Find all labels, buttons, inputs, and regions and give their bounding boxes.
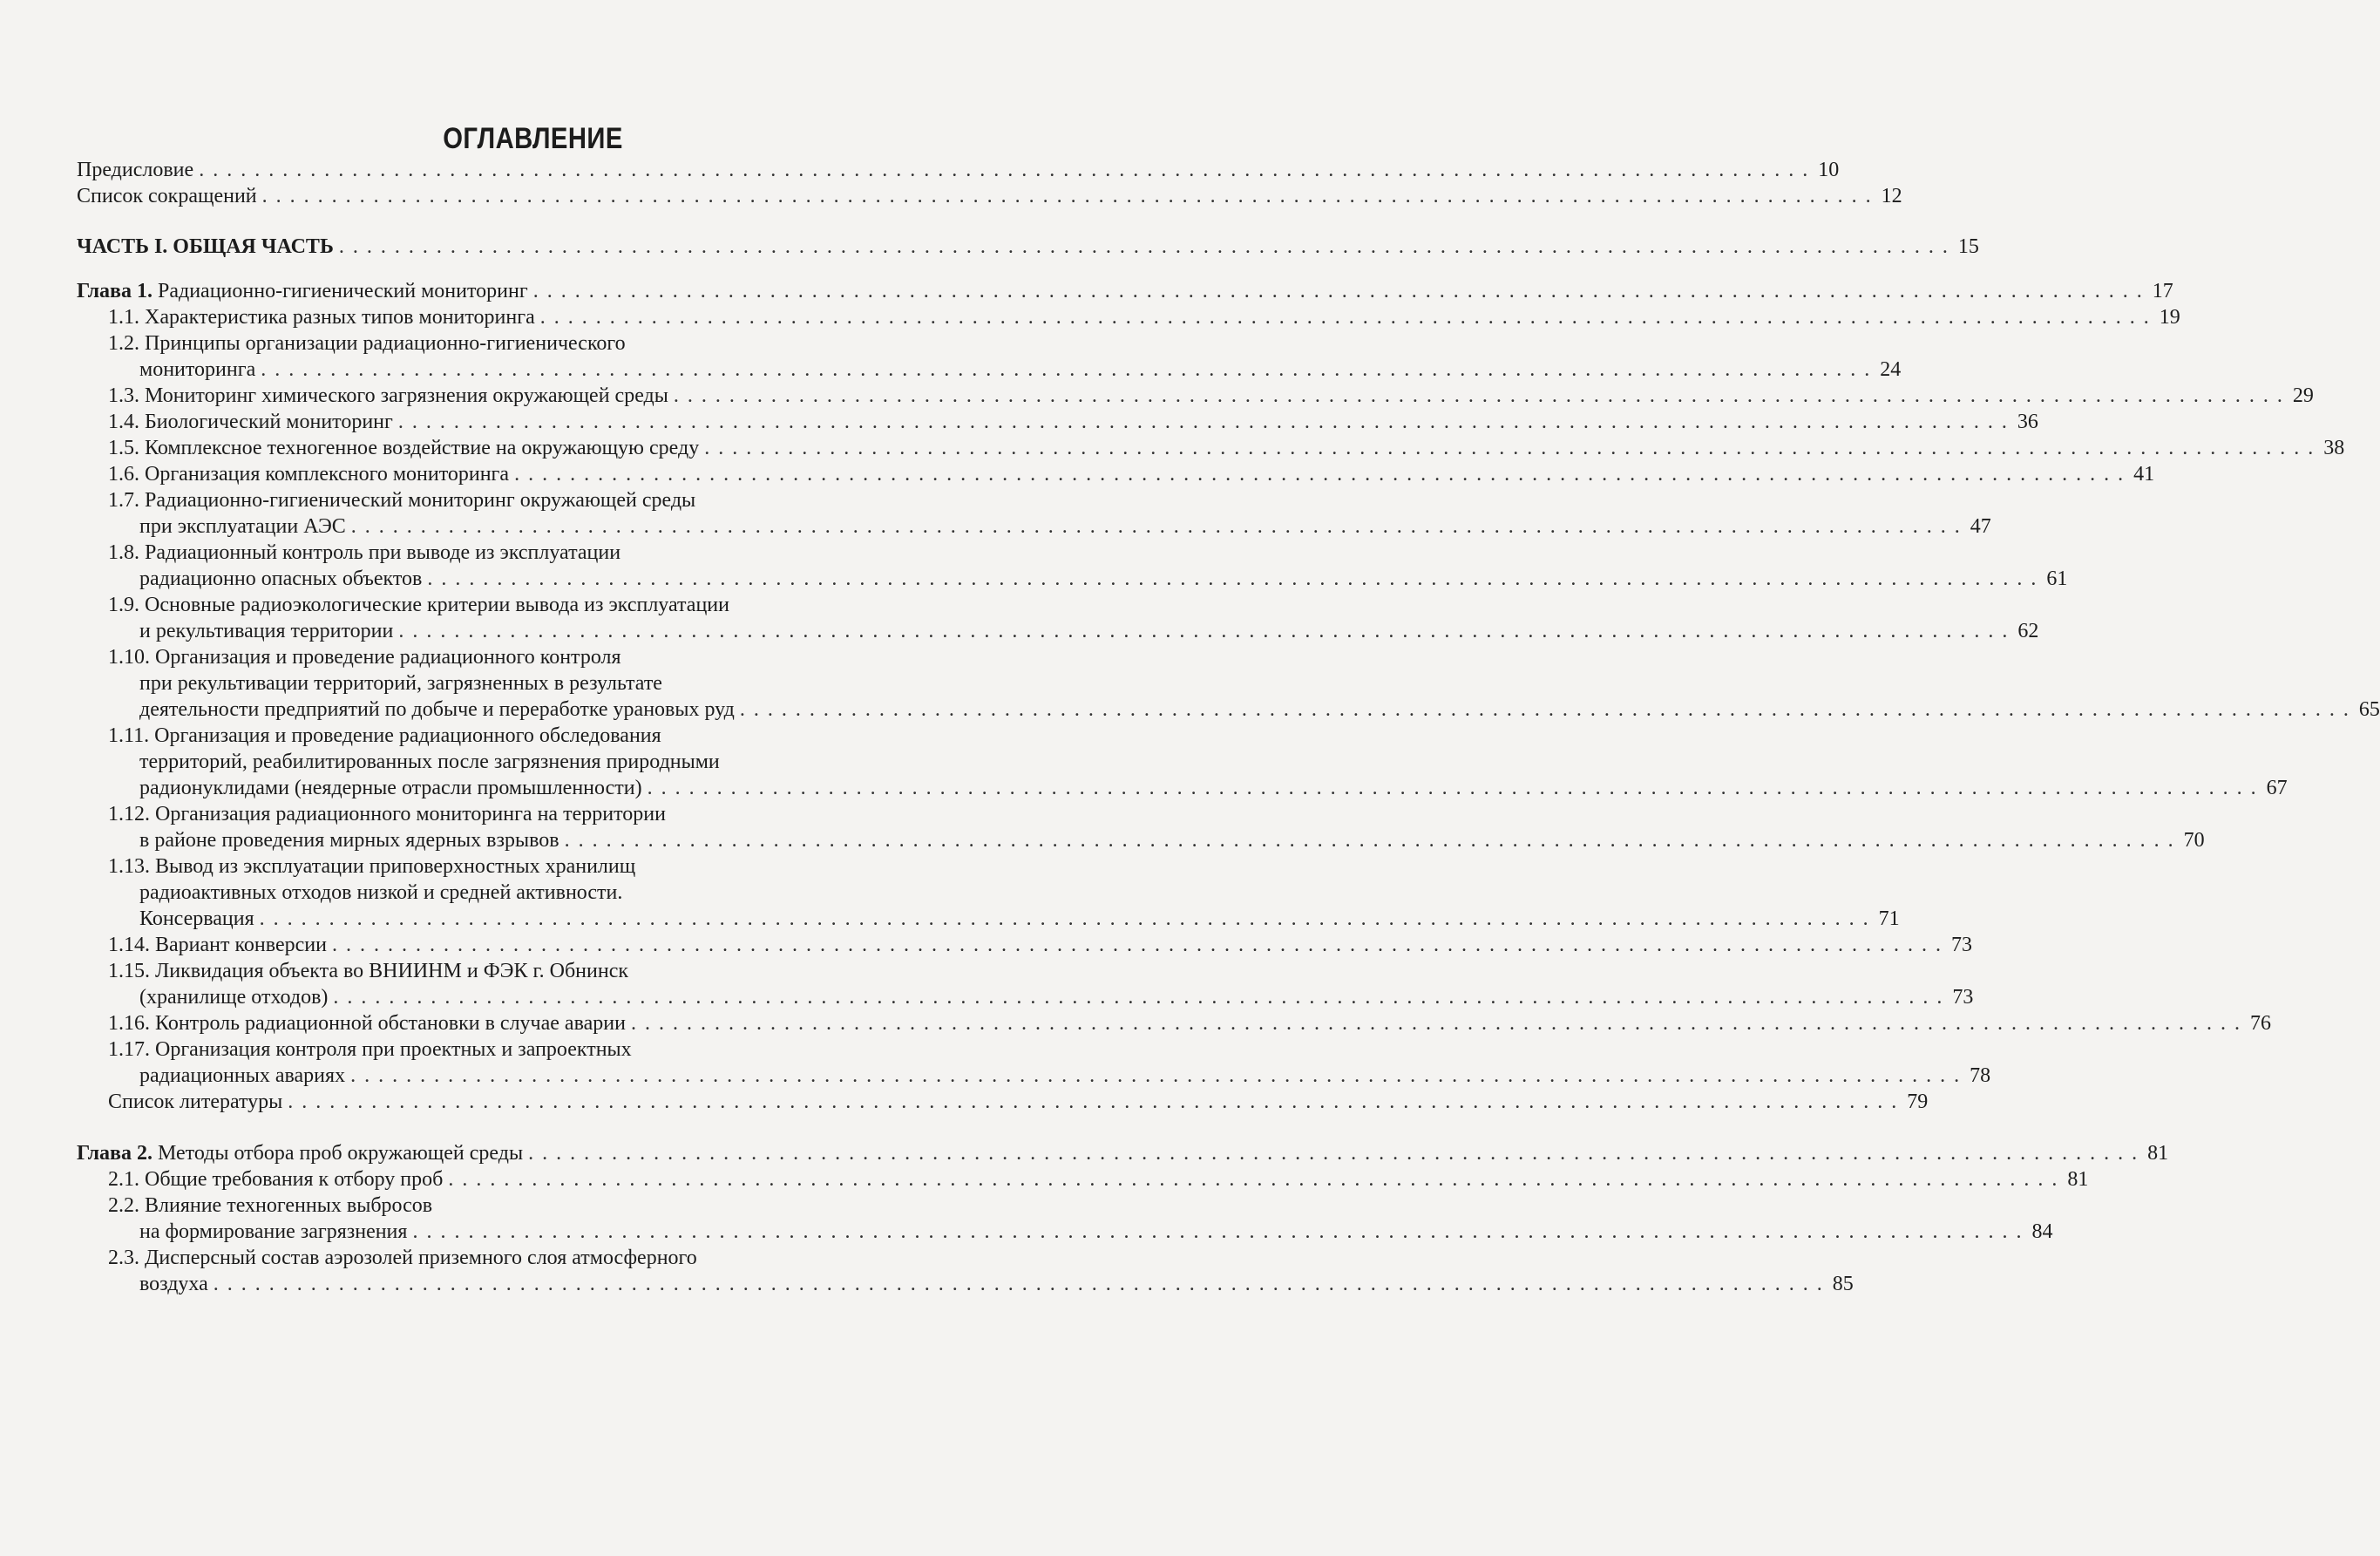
toc-entry xyxy=(139,616,2039,646)
toc-entry-title: Консервация xyxy=(139,907,254,930)
toc-entry-title: на формирование загрязнения xyxy=(139,1220,408,1243)
toc-entry-line: 1.8. Радиационный контроль при выводе из эксплуатации xyxy=(108,541,621,564)
leader-dots: . . . . . . . . . . . . . . . . . . . . . . . . . . . . . . . . . . . . . . . . . . . . . . . . . . . . . . . . . . . . . . . . . . . . . . . . . . . . . . . . . . . . . . . . . . . . . . . . . . . . . . . . . . . . . . . . . . . . xyxy=(261,185,1873,207)
leader-dots: . . . . . . . . . . . . . . . . . . . . . . . . . . . . . . . . . . . . . . . . . . . . . . . . . . . . . . . . . . . . . . . . . . . . . . . . . . . . . . . . . . . . . . . . . . . . . . . . . . . . . . . . . . . . . . . . . . . . xyxy=(213,1273,1824,1295)
toc-entry-page: 81 xyxy=(2147,1142,2169,1165)
toc-entry xyxy=(139,1269,1854,1299)
toc-entry-line: 1.17. Организация контроля при проектных и запроектных xyxy=(108,1038,632,1061)
toc-entry-title: 1.4. Биологический мониторинг xyxy=(108,411,393,433)
leader-dots: . . . . . . . . . . . . . . . . . . . . . . . . . . . . . . . . . . . . . . . . . . . . . . . . . . . . . . . . . . . . . . . . . . . . . . . . . . . . . . . . . . . . . . . . . . . . . . . . . . . . . . . . . . . . . . . . . . . . xyxy=(338,235,1949,258)
toc-entry xyxy=(139,512,1991,541)
toc-entry-line: 1.7. Радиационно-гигиенический мониторинг окружающей среды xyxy=(108,489,696,512)
leader-dots: . . . . . . . . . . . . . . . . . . . . . . . . . . . . . . . . . . . . . . . . . . . . . . . . . . . . . . . . . . . . . . . . . . . . . . . . . . . . . . . . . . . . . . . . . . . . . . . . . . . . . . . . . . . . . . . . . . . . xyxy=(199,159,1810,181)
toc-entry-page: 79 xyxy=(1907,1091,1929,1113)
toc-chapter-entry xyxy=(77,276,2173,306)
toc-entry-title: Предисловие xyxy=(77,159,194,181)
toc-entry-line: территорий, реабилитированных после загрязнения природными xyxy=(139,751,720,773)
chapter-label: Глава 2. xyxy=(77,1142,153,1165)
toc-entry xyxy=(108,302,2180,332)
toc-entry-title: мониторинга xyxy=(139,358,256,381)
toc-entry-title: 1.16. Контроль радиационной обстановки в случае аварии xyxy=(108,1012,626,1035)
toc-entry xyxy=(108,930,1972,960)
leader-dots: . . . . . . . . . . . . . . . . . . . . . . . . . . . . . . . . . . . . . . . . . . . . . . . . . . . . . . . . . . . . . . . . . . . . . . . . . . . . . . . . . . . . . . . . . . . . . . . . . . . . . . . . . . . . . . . . . . . . xyxy=(350,1064,1962,1087)
toc-entry-page: 29 xyxy=(2292,384,2314,407)
toc-entry xyxy=(139,773,2288,803)
toc-entry-page: 67 xyxy=(2266,777,2288,799)
toc-entry-page: 24 xyxy=(1880,358,1902,381)
toc-entry xyxy=(108,433,2345,463)
toc-entry xyxy=(139,904,1900,934)
toc-entry-line: при рекультивации территорий, загрязненных в результате xyxy=(139,672,662,695)
toc-entry xyxy=(108,407,2038,437)
leader-dots: . . . . . . . . . . . . . . . . . . . . . . . . . . . . . . . . . . . . . . . . . . . . . . . . . . . . . . . . . . . . . . . . . . . . . . . . . . . . . . . . . . . . . . . . . . . . . . . . . . . . . . . . . . . . . . . . . . . . xyxy=(514,463,2126,486)
toc-entry-title: и рекультивация территории xyxy=(139,620,394,642)
leader-dots: . . . . . . . . . . . . . . . . . . . . . . . . . . . . . . . . . . . . . . . . . . . . . . . . . . . . . . . . . . . . . . . . . . . . . . . . . . . . . . . . . . . . . . . . . . . . . . . . . . . . . . . . . . . . . . . . . . . . xyxy=(739,698,2350,721)
toc-entry-page: 12 xyxy=(1881,185,1902,207)
leader-dots: . . . . . . . . . . . . . . . . . . . . . . . . . . . . . . . . . . . . . . . . . . . . . . . . . . . . . . . . . . . . . . . . . . . . . . . . . . . . . . . . . . . . . . . . . . . . . . . . . . . . . . . . . . . . . . . . . . . . xyxy=(564,829,2175,852)
toc-entry-title: Радиационно-гигиенический мониторинг xyxy=(153,280,528,302)
toc-entry-title: при эксплуатации АЭС xyxy=(139,515,346,538)
toc-entry-title: деятельности предприятий по добыче и переработке урановых руд xyxy=(139,698,735,721)
toc-entry xyxy=(139,564,2068,594)
toc-entry-page: 61 xyxy=(2046,567,2068,590)
leader-dots: . . . . . . . . . . . . . . . . . . . . . . . . . . . . . . . . . . . . . . . . . . . . . . . . . . . . . . . . . . . . . . . . . . . . . . . . . . . . . . . . . . . . . . . . . . . . . . . . . . . . . . . . . . . . . . . . . . . . xyxy=(704,437,2316,459)
toc-entry xyxy=(108,459,2155,489)
toc-entry-page: 73 xyxy=(1952,986,1974,1009)
leader-dots: . . . . . . . . . . . . . . . . . . . . . . . . . . . . . . . . . . . . . . . . . . . . . . . . . . . . . . . . . . . . . . . . . . . . . . . . . . . . . . . . . . . . . . . . . . . . . . . . . . . . . . . . . . . . . . . . . . . . xyxy=(647,777,2258,799)
toc-entry-page: 10 xyxy=(1818,159,1840,181)
toc-entry-page: 19 xyxy=(2159,306,2180,329)
toc-entry-line: радиоактивных отходов низкой и средней активности. xyxy=(139,881,623,904)
toc-entry-page: 41 xyxy=(2133,463,2155,486)
toc-entry-title: Список сокращений xyxy=(77,185,257,207)
toc-entry-page: 84 xyxy=(2031,1220,2053,1243)
toc-entry xyxy=(108,1165,2089,1194)
toc-entry-title: радиационно опасных объектов xyxy=(139,567,423,590)
toc-entry-title: 1.3. Мониторинг химического загрязнения окружающей среды xyxy=(108,384,668,407)
leader-dots: . . . . . . . . . . . . . . . . . . . . . . . . . . . . . . . . . . . . . . . . . . . . . . . . . . . . . . . . . . . . . . . . . . . . . . . . . . . . . . . . . . . . . . . . . . . . . . . . . . . . . . . . . . . . . . . . . . . . xyxy=(288,1091,1899,1113)
leader-dots: . . . . . . . . . . . . . . . . . . . . . . . . . . . . . . . . . . . . . . . . . . . . . . . . . . . . . . . . . . . . . . . . . . . . . . . . . . . . . . . . . . . . . . . . . . . . . . . . . . . . . . . . . . . . . . . . . . . . xyxy=(412,1220,2024,1243)
toc-entry-page: 36 xyxy=(2017,411,2038,433)
leader-dots: . . . . . . . . . . . . . . . . . . . . . . . . . . . . . . . . . . . . . . . . . . . . . . . . . . . . . . . . . . . . . . . . . . . . . . . . . . . . . . . . . . . . . . . . . . . . . . . . . . . . . . . . . . . . . . . . . . . . xyxy=(448,1168,2059,1191)
leader-dots: . . . . . . . . . . . . . . . . . . . . . . . . . . . . . . . . . . . . . . . . . . . . . . . . . . . . . . . . . . . . . . . . . . . . . . . . . . . . . . . . . . . . . . . . . . . . . . . . . . . . . . . . . . . . . . . . . . . . xyxy=(261,358,1872,381)
leader-dots: . . . . . . . . . . . . . . . . . . . . . . . . . . . . . . . . . . . . . . . . . . . . . . . . . . . . . . . . . . . . . . . . . . . . . . . . . . . . . . . . . . . . . . . . . . . . . . . . . . . . . . . . . . . . . . . . . . . . xyxy=(427,567,2038,590)
toc-entry-page: 71 xyxy=(1878,907,1900,930)
toc-entry-title: 1.14. Вариант конверсии xyxy=(108,934,327,956)
toc-entry-title: радионуклидами (неядерные отрасли промышленности) xyxy=(139,777,642,799)
toc-entry-page: 78 xyxy=(1970,1064,1991,1087)
leader-dots: . . . . . . . . . . . . . . . . . . . . . . . . . . . . . . . . . . . . . . . . . . . . . . . . . . . . . . . . . . . . . . . . . . . . . . . . . . . . . . . . . . . . . . . . . . . . . . . . . . . . . . . . . . . . . . . . . . . . xyxy=(333,986,1944,1009)
toc-entry-line: 1.2. Принципы организации радиационно-гигиенического xyxy=(108,332,626,355)
leader-dots: . . . . . . . . . . . . . . . . . . . . . . . . . . . . . . . . . . . . . . . . . . . . . . . . . . . . . . . . . . . . . . . . . . . . . . . . . . . . . . . . . . . . . . . . . . . . . . . . . . . . . . . . . . . . . . . . . . . . xyxy=(532,280,2144,302)
leader-dots: . . . . . . . . . . . . . . . . . . . . . . . . . . . . . . . . . . . . . . . . . . . . . . . . . . . . . . . . . . . . . . . . . . . . . . . . . . . . . . . . . . . . . . . . . . . . . . . . . . . . . . . . . . . . . . . . . . . . xyxy=(331,934,1943,956)
chapter-label: Глава 1. xyxy=(77,280,153,302)
toc-entry xyxy=(108,381,2314,411)
toc-entry-title: 1.1. Характеристика разных типов мониторинга xyxy=(108,306,535,329)
toc-entry xyxy=(139,1061,1991,1091)
toc-entry-title: воздуха xyxy=(139,1273,208,1295)
toc-entry-page: 38 xyxy=(2323,437,2345,459)
toc-entry-title: Список литературы xyxy=(108,1091,283,1113)
toc-entry-title: (хранилище отходов) xyxy=(139,986,329,1009)
page-title: ОГЛАВЛЕНИЕ xyxy=(443,122,623,155)
toc-entry xyxy=(139,982,1974,1012)
toc-entry xyxy=(108,1087,1929,1117)
toc-entry-title: радиационных авариях xyxy=(139,1064,346,1087)
toc-entry-page: 15 xyxy=(1957,235,1979,258)
toc-part-entry xyxy=(77,232,1979,262)
toc-entry xyxy=(108,1009,2271,1038)
toc-entry xyxy=(139,355,1902,384)
leader-dots: . . . . . . . . . . . . . . . . . . . . . . . . . . . . . . . . . . . . . . . . . . . . . . . . . . . . . . . . . . . . . . . . . . . . . . . . . . . . . . . . . . . . . . . . . . . . . . . . . . . . . . . . . . . . . . . . . . . . xyxy=(673,384,2284,407)
toc-entry-line: 1.15. Ликвидация объекта во ВНИИНМ и ФЭК г. Обнинск xyxy=(108,960,629,982)
toc-entry-page: 76 xyxy=(2249,1012,2271,1035)
toc-entry-page: 17 xyxy=(2152,280,2173,302)
toc-entry-page: 81 xyxy=(2067,1168,2089,1191)
toc-entry-line: 2.2. Влияние техногенных выбросов xyxy=(108,1194,433,1217)
toc-entry-page: 73 xyxy=(1950,934,1972,956)
toc-entry-title: в районе проведения мирных ядерных взрывов xyxy=(139,829,559,852)
toc-entry-title: 1.6. Организация комплексного мониторинга xyxy=(108,463,510,486)
leader-dots: . . . . . . . . . . . . . . . . . . . . . . . . . . . . . . . . . . . . . . . . . . . . . . . . . . . . . . . . . . . . . . . . . . . . . . . . . . . . . . . . . . . . . . . . . . . . . . . . . . . . . . . . . . . . . . . . . . . . xyxy=(630,1012,2241,1035)
toc-entry-line: 2.3. Дисперсный состав аэрозолей приземного слоя атмосферного xyxy=(108,1247,697,1269)
toc-entry xyxy=(77,181,1902,211)
toc-entry xyxy=(139,826,2205,855)
toc-entry-title: ЧАСТЬ I. ОБЩАЯ ЧАСТЬ xyxy=(77,235,334,258)
leader-dots: . . . . . . . . . . . . . . . . . . . . . . . . . . . . . . . . . . . . . . . . . . . . . . . . . . . . . . . . . . . . . . . . . . . . . . . . . . . . . . . . . . . . . . . . . . . . . . . . . . . . . . . . . . . . . . . . . . . . xyxy=(259,907,1870,930)
leader-dots: . . . . . . . . . . . . . . . . . . . . . . . . . . . . . . . . . . . . . . . . . . . . . . . . . . . . . . . . . . . . . . . . . . . . . . . . . . . . . . . . . . . . . . . . . . . . . . . . . . . . . . . . . . . . . . . . . . . . xyxy=(398,620,2010,642)
toc-entry-line: 1.13. Вывод из эксплуатации приповерхностных хранилищ xyxy=(108,855,636,878)
toc-entry-line: 1.12. Организация радиационного мониторинга на территории xyxy=(108,803,666,826)
toc-entry xyxy=(139,1217,2053,1247)
leader-dots: . . . . . . . . . . . . . . . . . . . . . . . . . . . . . . . . . . . . . . . . . . . . . . . . . . . . . . . . . . . . . . . . . . . . . . . . . . . . . . . . . . . . . . . . . . . . . . . . . . . . . . . . . . . . . . . . . . . . xyxy=(528,1142,2139,1165)
toc-entry-line: 1.11. Организация и проведение радиационного обследования xyxy=(108,724,661,747)
toc-chapter-entry xyxy=(77,1138,2169,1168)
leader-dots: . . . . . . . . . . . . . . . . . . . . . . . . . . . . . . . . . . . . . . . . . . . . . . . . . . . . . . . . . . . . . . . . . . . . . . . . . . . . . . . . . . . . . . . . . . . . . . . . . . . . . . . . . . . . . . . . . . . . xyxy=(397,411,2009,433)
toc-entry-title: 2.1. Общие требования к отбору проб xyxy=(108,1168,444,1191)
leader-dots: . . . . . . . . . . . . . . . . . . . . . . . . . . . . . . . . . . . . . . . . . . . . . . . . . . . . . . . . . . . . . . . . . . . . . . . . . . . . . . . . . . . . . . . . . . . . . . . . . . . . . . . . . . . . . . . . . . . . xyxy=(350,515,1962,538)
toc-entry xyxy=(139,695,2380,724)
toc-entry-page: 70 xyxy=(2183,829,2205,852)
toc-entry-line: 1.10. Организация и проведение радиационного контроля xyxy=(108,646,621,669)
toc-entry-title: 1.5. Комплексное техногенное воздействие на окружающую среду xyxy=(108,437,700,459)
toc-entry-page: 47 xyxy=(1970,515,1991,538)
toc-entry-page: 85 xyxy=(1832,1273,1854,1295)
leader-dots: . . . . . . . . . . . . . . . . . . . . . . . . . . . . . . . . . . . . . . . . . . . . . . . . . . . . . . . . . . . . . . . . . . . . . . . . . . . . . . . . . . . . . . . . . . . . . . . . . . . . . . . . . . . . . . . . . . . . xyxy=(539,306,2151,329)
toc-entry-line: 1.9. Основные радиоэкологические критерии вывода из эксплуатации xyxy=(108,594,729,616)
toc-entry xyxy=(77,155,1840,185)
toc-entry-page: 65 xyxy=(2358,698,2380,721)
toc-entry-page: 62 xyxy=(2017,620,2039,642)
toc-entry-title: Методы отбора проб окружающей среды xyxy=(153,1142,524,1165)
